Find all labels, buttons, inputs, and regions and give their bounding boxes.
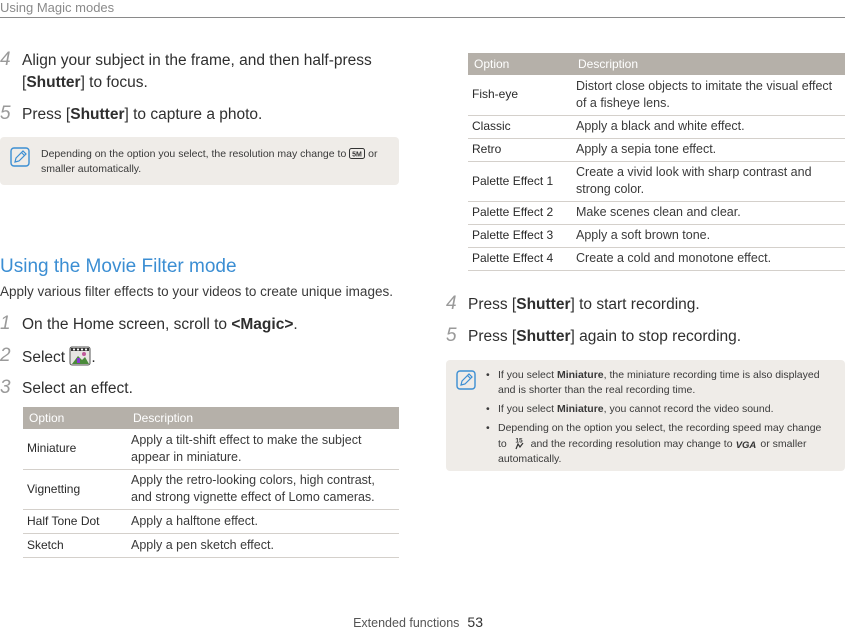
table-row: [23, 533, 399, 557]
step-text-part: ] to capture a photo.: [124, 106, 263, 123]
note-text-part: or smaller: [757, 438, 807, 450]
step-5-left: [0, 104, 262, 126]
table-row: [468, 138, 845, 161]
page-number: 53: [467, 614, 483, 630]
svg-text:15: 15: [515, 437, 523, 445]
section-description: Apply various filter effects to your videos to create unique images.: [0, 284, 393, 299]
step-4-left: [0, 50, 372, 94]
option-name: Miniature: [556, 403, 604, 415]
option-cell: Sketch: [23, 533, 127, 557]
note-text-part: Depending on the option you select, the resolution may change to: [41, 148, 350, 160]
description-line: Create a vivid look with sharp contrast and: [576, 165, 812, 179]
note-text-part: to: [498, 438, 510, 450]
step-3-movie: [0, 378, 133, 400]
note-text-part: automatically.: [498, 453, 562, 465]
note-text: [41, 147, 377, 177]
note-pencil-icon: [10, 147, 30, 167]
option-cell: Palette Effect 4: [468, 247, 572, 270]
shutter-key-label: Shutter: [26, 74, 81, 91]
option-cell: Palette Effect 2: [468, 201, 572, 224]
step-text: [22, 50, 372, 94]
step-text-part: Press [: [468, 328, 517, 345]
note-pencil-icon: [456, 370, 476, 390]
step-text: [468, 326, 741, 348]
footer-section-label: Extended functions: [353, 616, 460, 630]
step-text-part: Select: [22, 349, 70, 366]
step-5-right: [446, 326, 741, 348]
table-row: [468, 75, 845, 115]
movie-filter-options-table-right: [468, 53, 845, 271]
movie-filter-options-table-left: [23, 407, 399, 558]
step-text: Select an effect.: [22, 380, 133, 397]
step-text-part: Press [: [22, 106, 71, 123]
step-text: [468, 294, 700, 316]
option-cell: Palette Effect 1: [468, 161, 572, 201]
column-header-description: Description: [572, 53, 845, 75]
step-text-part: [: [22, 74, 27, 91]
description-cell: [572, 161, 845, 201]
note-text-part: and is shorter than the real recording time.: [498, 384, 696, 396]
note-text-part: If you select: [498, 369, 557, 381]
description-line: strong color.: [576, 182, 645, 196]
note-text-part: Depending on the option you select, the recording speed may change: [498, 422, 822, 434]
note-box-recording: [446, 360, 845, 471]
table-row: [468, 247, 845, 270]
option-name: Miniature: [556, 369, 604, 381]
shutter-key-label: Shutter: [516, 328, 571, 345]
step-number: 1: [0, 313, 11, 334]
description-cell: Apply a sepia tone effect.: [572, 138, 845, 161]
note-text-part: If you select: [498, 403, 557, 415]
table-row: [23, 429, 399, 469]
description-line: and strong vignette effect of Lomo cameras.: [131, 490, 375, 504]
header-title: Using Magic modes: [0, 0, 115, 15]
step-text: [22, 314, 298, 336]
note-bullets: [484, 368, 840, 471]
step-number: 5: [0, 103, 11, 124]
step-2-movie: [0, 346, 96, 369]
option-cell: Half Tone Dot: [23, 509, 127, 533]
table-row: [23, 469, 399, 509]
step-number: 4: [0, 49, 11, 70]
step-1-movie: [0, 314, 298, 336]
resolution-5m-icon: [349, 148, 365, 159]
column-header-option: Option: [468, 53, 572, 75]
step-number: 5: [446, 325, 457, 346]
step-number: 4: [446, 293, 457, 314]
speed-15fps-icon: [510, 436, 528, 450]
column-header-option: Option: [23, 407, 127, 429]
table-row: [468, 115, 845, 138]
description-cell: Apply a pen sketch effect.: [127, 533, 399, 557]
note-box-resolution: [0, 137, 399, 185]
step-text-part: Press [: [468, 296, 517, 313]
step-text-part: On the Home screen, scroll to: [22, 316, 232, 333]
description-cell: Make scenes clean and clear.: [572, 201, 845, 224]
description-line: Apply the retro-looking colors, high contrast,: [131, 473, 375, 487]
shutter-key-label: Shutter: [516, 296, 571, 313]
step-text-part: .: [91, 349, 96, 366]
vga-icon: [735, 439, 757, 449]
note-text-part: , you cannot record the video sound.: [603, 403, 774, 415]
table-header-row: [468, 53, 845, 75]
bullet-item: [484, 368, 840, 398]
description-cell: [127, 469, 399, 509]
note-text-part: , the miniature recording time is also displayed: [603, 369, 820, 381]
option-cell: Miniature: [23, 429, 127, 469]
description-cell: Apply a halftone effect.: [127, 509, 399, 533]
step-text-part: Align your subject in the frame, and then half-press: [22, 52, 372, 69]
svg-text:VGA: VGA: [736, 440, 757, 449]
option-cell: Vignetting: [23, 469, 127, 509]
option-cell: Fish-eye: [468, 75, 572, 115]
step-text: [22, 104, 262, 126]
section-title: Using the Movie Filter mode: [0, 256, 237, 277]
option-cell: Classic: [468, 115, 572, 138]
description-cell: Apply a black and white effect.: [572, 115, 845, 138]
note-text-part: or: [365, 148, 378, 160]
table-row: [468, 161, 845, 201]
table-row: [23, 509, 399, 533]
description-line: Apply a tilt-shift effect to make the subject: [131, 432, 362, 447]
note-text-part: and the recording resolution may change to: [527, 438, 736, 450]
step-number: 3: [0, 377, 11, 398]
step-text-part: .: [293, 316, 298, 333]
page-footer: [353, 614, 483, 630]
description-line: of a fisheye lens.: [576, 95, 670, 110]
step-4-right: [446, 294, 700, 316]
step-text-part: ] again to stop recording.: [570, 328, 742, 345]
step-number: 2: [0, 345, 11, 366]
option-cell: Palette Effect 3: [468, 224, 572, 247]
bullet-item: [484, 421, 840, 467]
description-cell: [572, 75, 845, 115]
step-text-part: ] to start recording.: [570, 296, 700, 313]
page-header: [0, 0, 845, 18]
description-cell: Create a cold and monotone effect.: [572, 247, 845, 270]
step-text: [22, 346, 96, 369]
table-row: [468, 201, 845, 224]
svg-text:5M: 5M: [352, 151, 363, 159]
description-cell: Apply a soft brown tone.: [572, 224, 845, 247]
step-text-part: ] to focus.: [80, 74, 148, 91]
description-cell: [127, 429, 399, 469]
option-cell: Retro: [468, 138, 572, 161]
note-text-part: smaller automatically.: [41, 163, 142, 175]
description-line: appear in miniature.: [131, 449, 242, 464]
magic-menu-label: <Magic>: [231, 316, 294, 333]
table-header-row: [23, 407, 399, 429]
movie-filter-icon: [69, 346, 91, 366]
column-header-description: Description: [127, 407, 399, 429]
description-line: Distort close objects to imitate the visual effect: [576, 78, 833, 93]
shutter-key-label: Shutter: [70, 106, 125, 123]
bullet-list: [484, 368, 840, 467]
table-row: [468, 224, 845, 247]
bullet-item: [484, 402, 840, 417]
